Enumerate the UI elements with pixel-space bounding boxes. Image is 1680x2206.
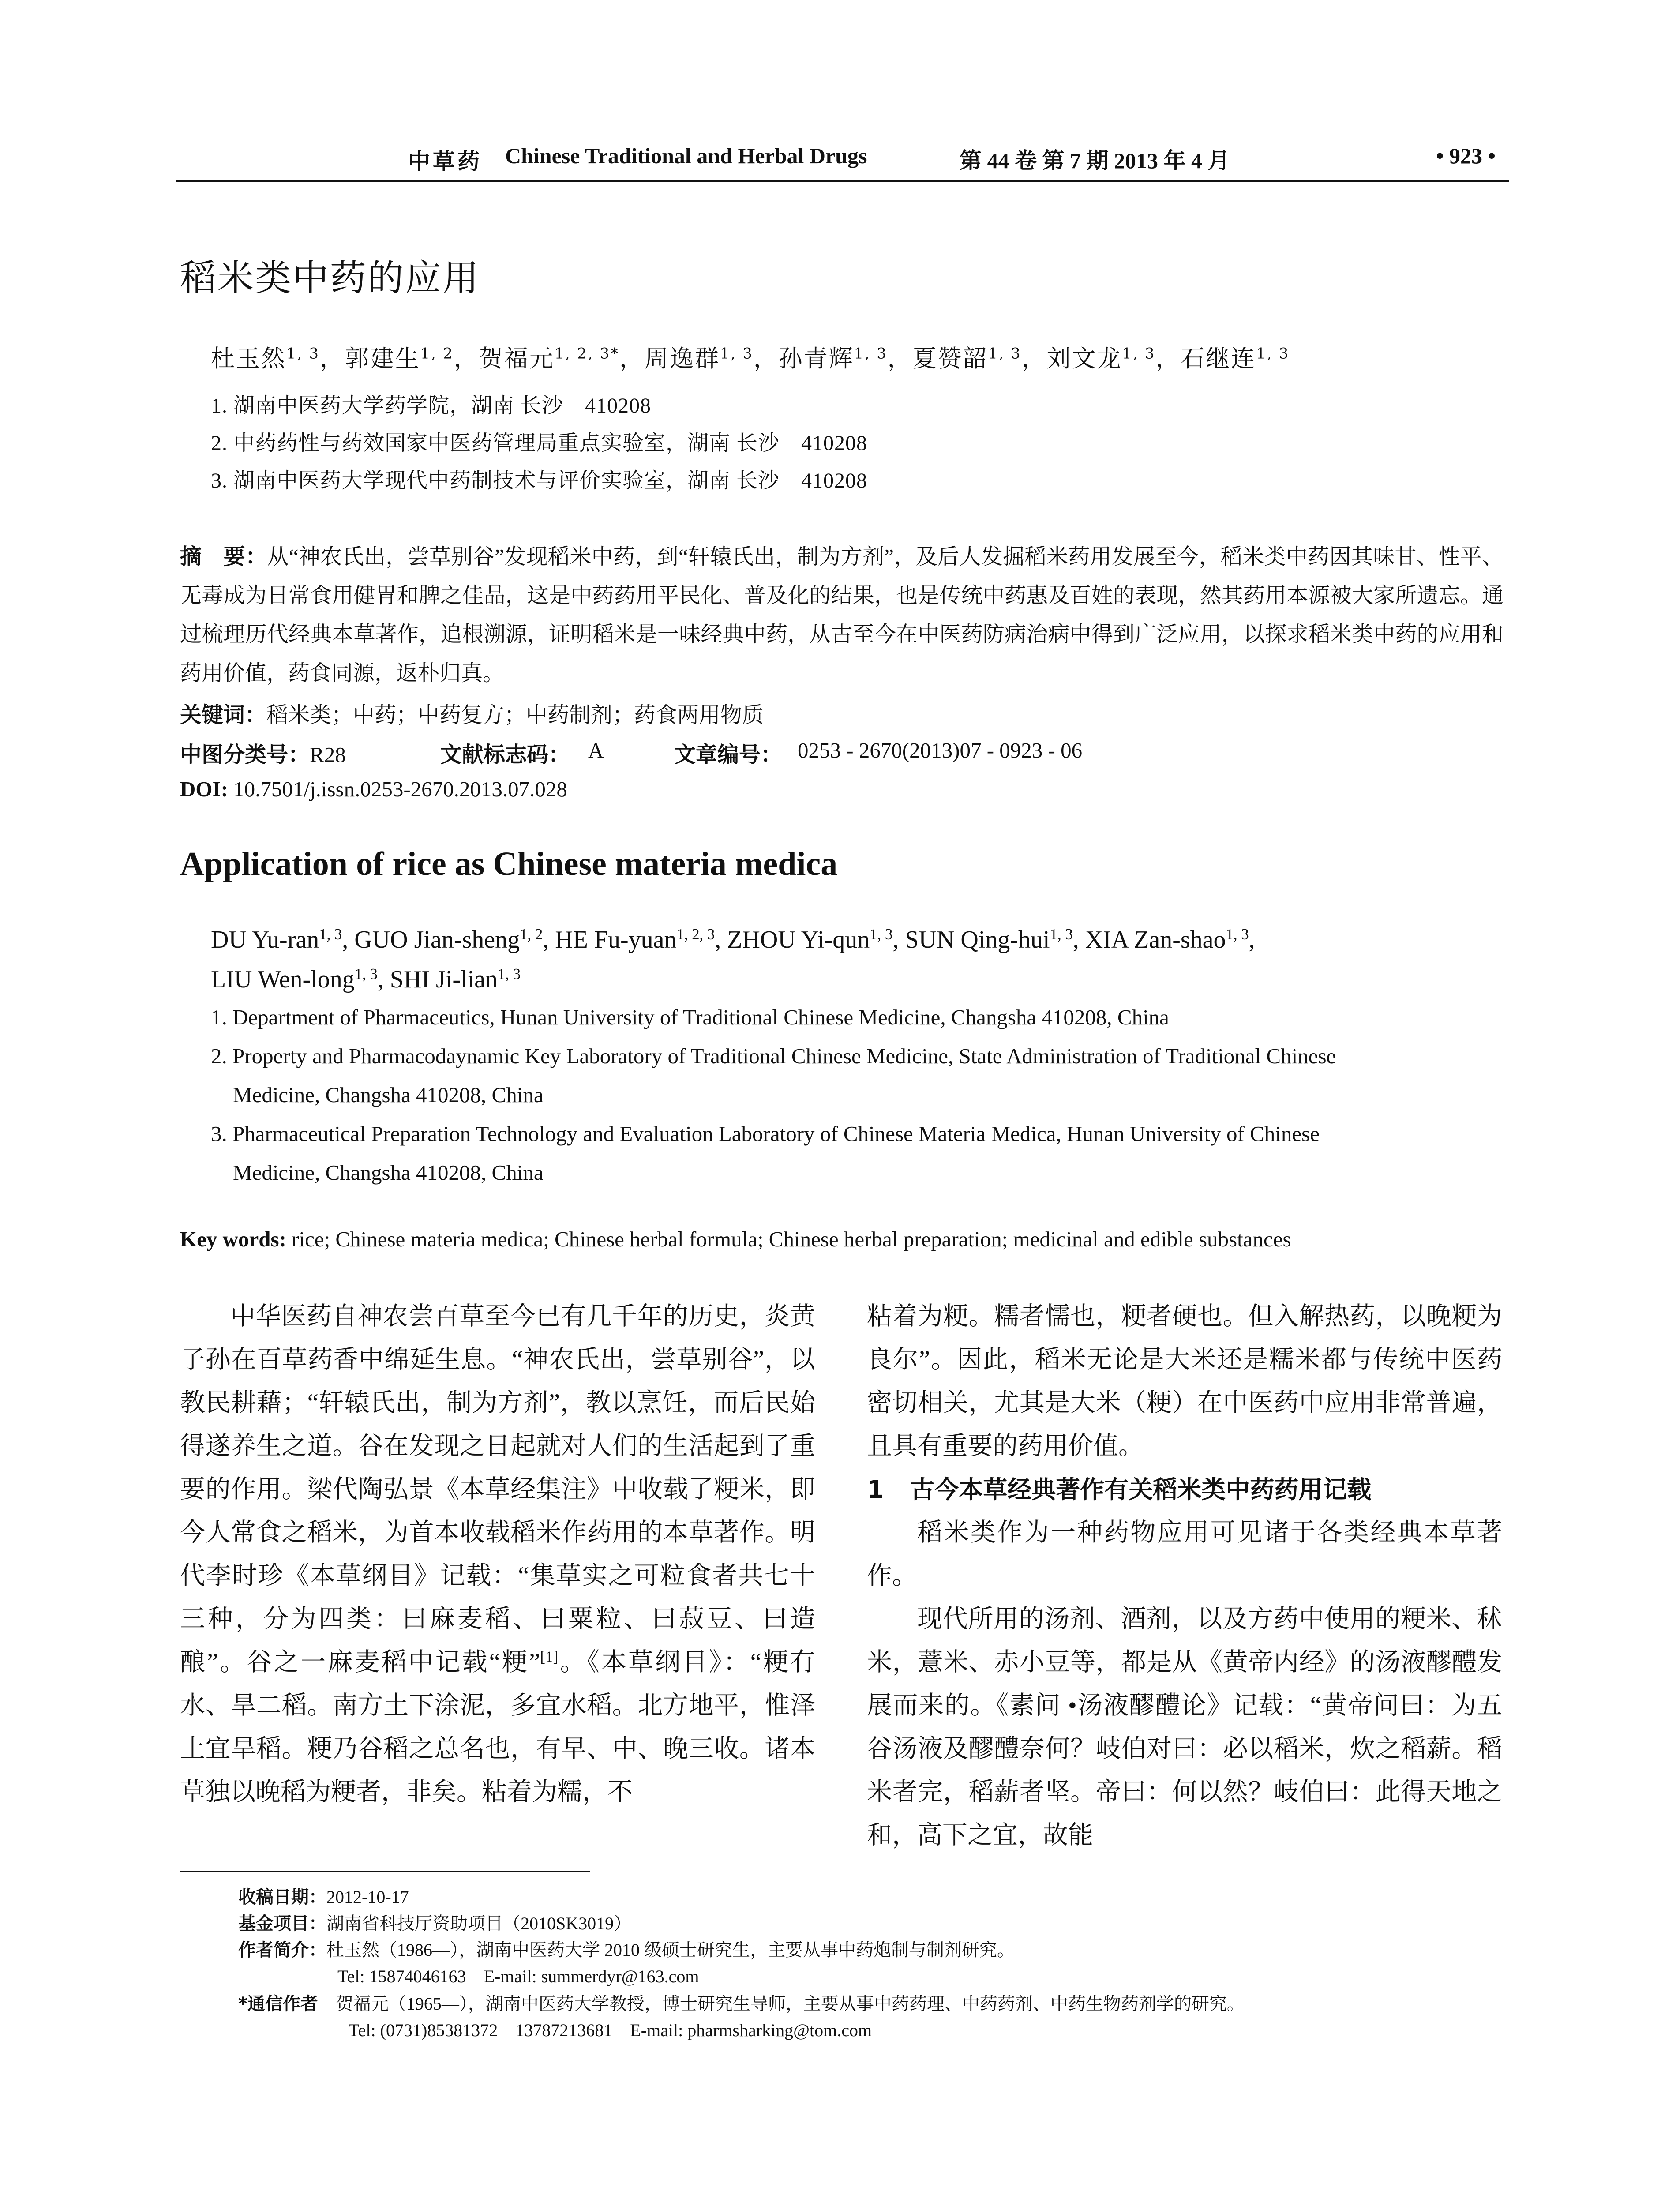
clc-label: 中图分类号： (180, 742, 310, 767)
author-affiliation-marker: 1, 2 (520, 925, 543, 943)
author (1085, 926, 1255, 953)
body-text: 中华医药自神农尝百草至今已有几千年的历史，炎黄子孙在百草药香中绵延生息。“神农氏出，尝草别谷”，以教民耕藉；“轩辕氏出，制为方剂”，教以烹饪，而后民始得遂养生之道。谷在发现之日起就对人们的生活起到了重要的作用。梁代陶弘景《本草经集注》中收载了粳米，即今人常食之稻米，为首本收载稻米作药用的本草著作。明代李时珍《本草纲目》记载：“集草实之可粒食者共七十三种，分为四类：曰麻麦稻、曰粟粒、曰菽豆、曰造酿”。谷之一麻麦稻中记载“粳” (180, 1302, 815, 1676)
author-separator: , (715, 926, 728, 953)
author-separator: ， (1021, 345, 1047, 372)
author-name: SHI Ji-lian (390, 966, 498, 993)
body-paragraph: 现代所用的汤剂、酒剂，以及方药中使用的粳米、秫米，薏米、赤小豆等，都是从《黄帝内经》的汤液醪醴发展而来的。《素问 •汤液醪醴论》记载：“黄帝问曰：为五谷汤液及醪醴奈何？岐伯对曰：必以稻米，炊之稻薪。稻米者完，稻薪者坚。帝曰：何以然？岐伯曰：此得天地之和，高下之宜，故能 (867, 1605, 1502, 1849)
author (354, 926, 555, 953)
author-affiliation-marker: 1, 3 (1226, 925, 1249, 943)
author-affiliation-marker: 1, 3 (1122, 345, 1156, 362)
doc-code-label: 文献标志码： (440, 742, 570, 767)
article-title-en: Application of rice as Chinese materia medica (180, 845, 838, 882)
reference-marker[interactable]: [1] (540, 1648, 559, 1666)
keywords-en-label: Key words: (180, 1227, 286, 1251)
author-name: 石继连 (1181, 345, 1256, 372)
footnote-text: 杜玉然（1986—），湖南中医药大学 2010 级硕士研究生，主要从事中药炮制与制剂研究。 (326, 1940, 1015, 1960)
author-name: 孙青辉 (778, 345, 854, 372)
author (779, 345, 913, 372)
running-header (176, 140, 1509, 176)
author-affiliation-marker: 1, 3 (498, 965, 521, 983)
author-affiliation-marker: 1, 3 (354, 965, 378, 983)
body-text: 。《本草纲目》：“粳有水、旱二稻。南方土下涂泥，多宜水稻。北方地平，惟泽土宜旱稻。粳乃谷稻之总名也，有早、中、晚三收。诸本草独以晚稻为粳者，非矣。粘着为糯，不 (180, 1648, 815, 1806)
keywords-zh (180, 698, 764, 729)
affiliation-en-3 (211, 1114, 1512, 1192)
author-name: 刘文龙 (1046, 345, 1122, 372)
author-affiliation-marker: 1, 3 (1256, 345, 1290, 362)
author-name: LIU Wen-long (211, 966, 355, 993)
classification-line (180, 738, 1504, 769)
keywords-zh-text: 稻米类；中药；中药复方；中药制剂；药食两用物质 (266, 703, 764, 727)
author (390, 966, 521, 993)
author-name: SUN Qing-hui (905, 926, 1050, 953)
doi-value: 10.7501/j.issn.0253-2670.2013.07.028 (233, 777, 567, 801)
article-number-label: 文章编号： (674, 742, 783, 767)
section-title: 古今本草经典著作有关稻米类中药药用记载 (910, 1475, 1372, 1504)
author-affiliation-marker: 1, 2 (420, 345, 454, 362)
affiliation-en-2-line2: Medicine, Changsha 410208, China (233, 1083, 544, 1107)
author-name: 杜玉然 (211, 345, 286, 372)
author (211, 345, 345, 372)
author-separator: ， (454, 345, 479, 372)
footnote-author-contact: Tel: 15874046163 E-mail: summerdyr@163.com (338, 1966, 699, 1986)
section-number: 1 (867, 1475, 884, 1504)
author-separator: , (1072, 926, 1085, 953)
page-number: • 923 • (1436, 143, 1496, 168)
author (211, 926, 354, 953)
author (913, 345, 1047, 372)
abstract-label: 摘 要： (180, 544, 267, 569)
author (1047, 345, 1181, 372)
author-separator: , (1249, 926, 1255, 953)
footnote-text: 2012-10-17 (326, 1887, 409, 1907)
section-heading-1 (867, 1468, 1502, 1511)
affiliation-en-3-line2: Medicine, Changsha 410208, China (233, 1160, 544, 1185)
affiliation-en-1 (211, 998, 1512, 1037)
author (1181, 345, 1290, 372)
affiliation-zh-1: 1. 湖南中医药大学药学院，湖南 长沙 410208 (211, 394, 652, 417)
doi-label: DOI: (180, 777, 228, 801)
body-column-left (180, 1295, 815, 1814)
author-affiliation-marker: 1, 2, 3* (554, 345, 619, 362)
footnote-rule (180, 1871, 590, 1872)
author-affiliation-marker: 1, 3 (870, 925, 893, 943)
issue-info: 第 44 卷 第 7 期 2013 年 4 月 (960, 148, 1230, 173)
author (905, 926, 1085, 953)
article-number-value: 0253 - 2670(2013)07 - 0923 - 06 (798, 738, 1083, 762)
author-separator: ， (887, 345, 913, 372)
header-rule (176, 180, 1509, 182)
author-separator: , (543, 926, 555, 953)
author-name: HE Fu-yuan (555, 926, 677, 953)
author-affiliation-marker: 1, 3 (286, 345, 320, 362)
author (479, 345, 645, 372)
body-paragraph-continued: 粘着为粳。糯者懦也，粳者硬也。但入解热药，以晚粳为良尔”。因此，稻米无论是大米还是糯米都与传统中医药密切相关，尤其是大米（粳）在中医药中应用非常普遍，且具有重要的药用价值。 (867, 1302, 1502, 1460)
author-affiliation-marker: 1, 2, 3 (676, 925, 715, 943)
author-separator: ， (319, 345, 345, 372)
affiliation-en-3-line1: 3. Pharmaceutical Preparation Technology and Evaluation Laboratory of Chinese Materia Medica, Hunan University of Chinese (211, 1122, 1320, 1146)
author-affiliation-marker: 1, 3 (854, 345, 888, 362)
author-name: 夏赞韶 (912, 345, 988, 372)
author-affiliation-marker: 1, 3 (720, 345, 754, 362)
affiliation-en-2 (211, 1037, 1512, 1114)
footnote-label: 基金项目： (238, 1913, 326, 1934)
footnote-text: 湖南省科技厅资助项目（2010SK3019） (326, 1913, 632, 1933)
affiliation-en-1-line: 1. Department of Pharmaceutics, Hunan University of Traditional Chinese Medicine, Changsha 410208, China (211, 1005, 1169, 1029)
author-separator: ， (753, 345, 779, 372)
doc-code-value: A (588, 738, 604, 762)
journal-name-en: Chinese Traditional and Herbal Drugs (505, 143, 867, 168)
abstract-text: 从“神农氏出，尝草别谷”发现稻米中药，到“轩辕氏出，制为方剂”，及后人发掘稻米药用发展至今，稻米类中药因其味甘、性平、无毒成为日常食用健胃和脾之佳品，这是中药药用平民化、普及化的结果，也是传统中药惠及百姓的表现，然其药用本源被大家所遗忘。通过梳理历代经典本草著作，追根溯源，证明稻米是一味经典中药，从古至今在中医药防病治病中得到广泛应用，以探求稻米类中药的应用和药用价值，药食同源，返朴归真。 (180, 544, 1504, 685)
author-name: ZHOU Yi-qun (727, 926, 870, 953)
abstract-zh (180, 537, 1504, 693)
author-separator: , (377, 966, 390, 993)
author-affiliation-marker: 1, 3 (319, 925, 342, 943)
keywords-zh-label: 关键词： (180, 702, 267, 728)
author-separator: ， (1155, 345, 1181, 372)
author (645, 345, 779, 372)
author-name: 贺福元 (479, 345, 555, 372)
author-name: DU Yu-ran (211, 926, 319, 953)
author-separator: , (892, 926, 905, 953)
author-separator: ， (619, 345, 645, 372)
keywords-en-text: rice; Chinese materia medica; Chinese herbal formula; Chinese herbal preparation; medicinal and edible substances (286, 1227, 1291, 1251)
author (211, 966, 390, 993)
author-name: 周逸群 (644, 345, 720, 372)
body-paragraph: 稻米类作为一种药物应用可见诸于各类经典本草著作。 (867, 1519, 1502, 1590)
affiliation-zh-2: 2. 中药药性与药效国家中医药管理局重点实验室，湖南 长沙 410208 (211, 431, 868, 455)
author-separator: , (342, 926, 355, 953)
author-name: XIA Zan-shao (1085, 926, 1226, 953)
author-list-zh (211, 340, 1290, 374)
article-title-zh: 稻米类中药的应用 (180, 257, 480, 299)
footnote-corresponding-contact: Tel: (0731)85381372 13787213681 E-mail: pharmsharking@tom.com (349, 2020, 872, 2040)
author-name: GUO Jian-sheng (354, 926, 520, 953)
footnote-label: 作者简介： (238, 1940, 326, 1960)
clc-value: R28 (310, 743, 346, 767)
author-affiliation-marker: 1, 3 (988, 345, 1022, 362)
author (555, 926, 727, 953)
footnote-fund (238, 1910, 631, 1935)
footnote-author (238, 1936, 1015, 1961)
author (345, 345, 479, 372)
journal-name-zh: 中草药 (408, 149, 482, 174)
keywords-en (180, 1227, 1512, 1252)
author-name: 郭建生 (345, 345, 420, 372)
author-affiliation-marker: 1, 3 (1050, 925, 1073, 943)
author (727, 926, 905, 953)
footnote-text: 贺福元（1965—），湖南中医药大学教授，博士研究生导师，主要从事中药药理、中药药剂、中药生物药剂学的研究。 (335, 1994, 1245, 2014)
author-list-en (211, 920, 1512, 999)
affiliation-en-2-line1: 2. Property and Pharmacodaynamic Key Laboratory of Traditional Chinese Medicine, State Administration of Traditional Chinese (211, 1044, 1336, 1068)
doi-line (180, 777, 567, 802)
body-column-right (867, 1295, 1502, 1857)
footnote-received (238, 1883, 409, 1908)
footnote-label: *通信作者 (238, 1994, 318, 2014)
footnote-label: 收稿日期： (238, 1887, 326, 1907)
affiliation-zh-3: 3. 湖南中医药大学现代中药制技术与评价实验室，湖南 长沙 410208 (211, 469, 868, 492)
body-paragraph (180, 1295, 815, 1814)
footnote-corresponding (238, 1990, 1245, 2015)
